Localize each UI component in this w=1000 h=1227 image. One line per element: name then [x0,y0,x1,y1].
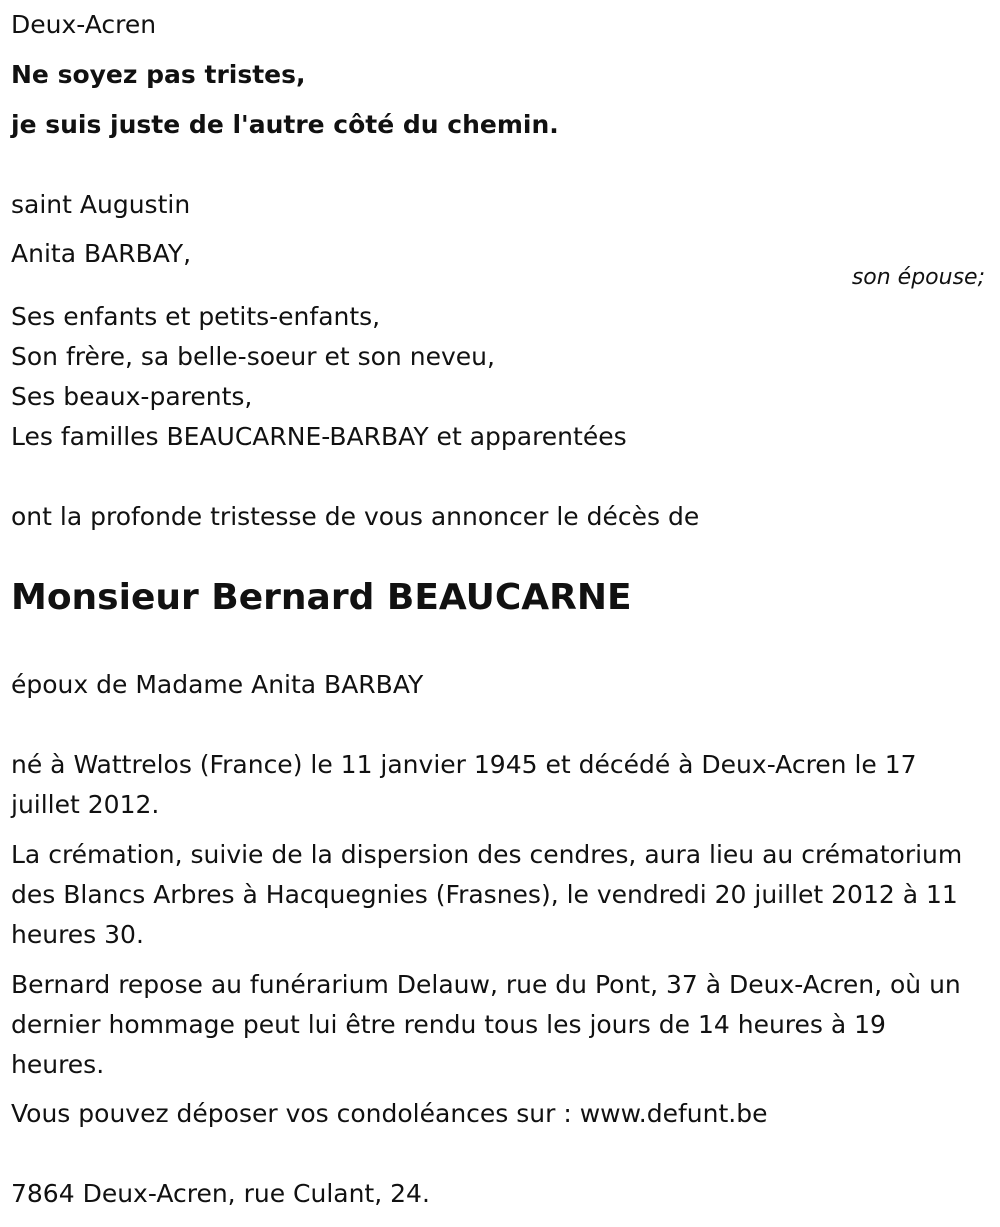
birth-death-paragraph: né à Wattrelos (France) le 11 janvier 1945 et décédé à Deux-Acren le 17 juillet 2012. [11,750,917,819]
family-member: Ses beaux-parents, [11,382,253,411]
deceased-name: Monsieur Bernard BEAUCARNE [11,577,632,618]
quote-line-2: je suis juste de l'autre côté du chemin. [11,110,559,139]
quote-line-1: Ne soyez pas tristes, [11,60,306,89]
family-member: Les familles BEAUCARNE-BARBAY et apparentées [11,422,627,451]
place-heading: Deux-Acren [11,10,157,39]
spouse-name: Anita BARBAY, [11,239,192,268]
viewing-paragraph: Bernard repose au funérarium Delauw, rue du Pont, 37 à Deux-Acren, où un dernier hommage peut lui être rendu tous les jours de 14 heures à 19 heures. [11,970,961,1079]
spouse-role: son épouse; [851,265,985,290]
condolences-line: Vous pouvez déposer vos condoléances sur : www.defunt.be [11,1099,768,1128]
cremation-paragraph: La crémation, suivie de la dispersion des cendres, aura lieu au crématorium des Blancs Arbres à Hacquegnies (Frasnes), le vendredi 20 juillet 2012 à 11 heures 30. [11,840,963,949]
quote-author: saint Augustin [11,190,191,219]
family-member: Ses enfants et petits-enfants, [11,302,381,331]
announcement-intro: ont la profonde tristesse de vous annoncer le décès de [11,502,700,531]
address-line: 7864 Deux-Acren, rue Culant, 24. [11,1179,430,1208]
family-member: Son frère, sa belle-soeur et son neveu, [11,342,495,371]
spouse-of: époux de Madame Anita BARBAY [11,670,424,699]
